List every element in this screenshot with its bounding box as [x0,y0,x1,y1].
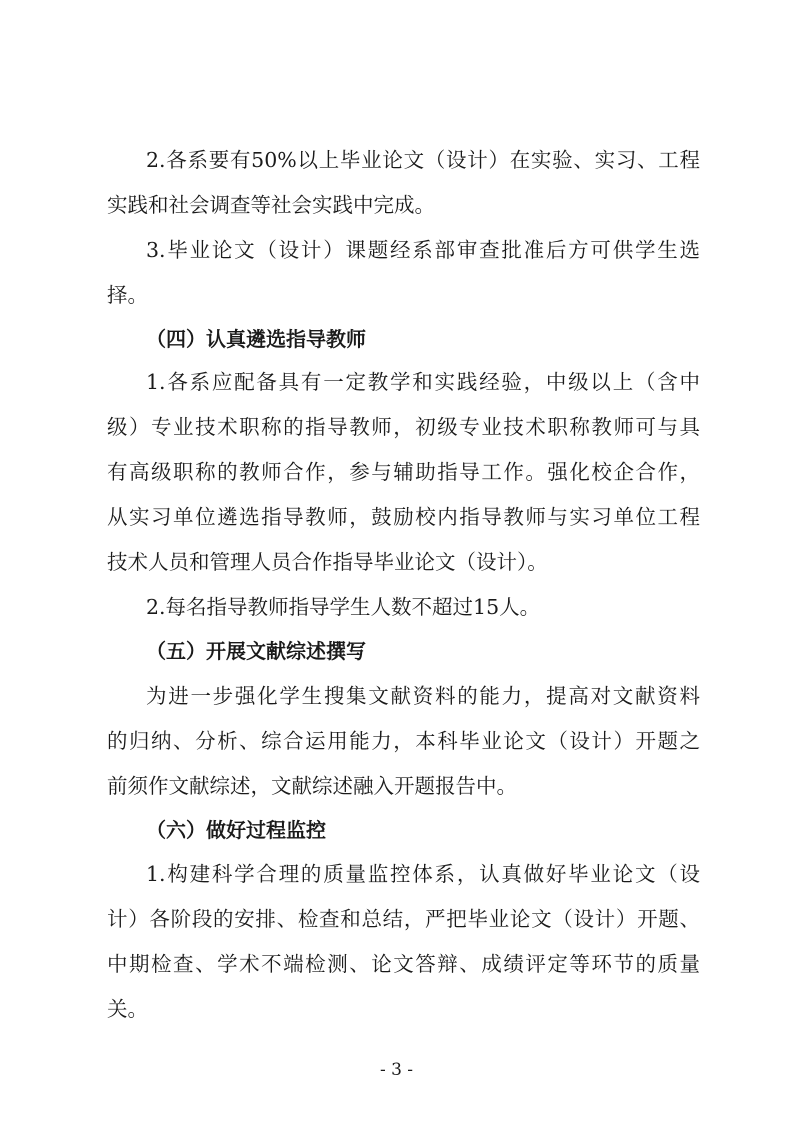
section-heading: （四）认真遴选指导教师 [146,327,366,351]
paragraph-line: 级）专业技术职称的指导教师，初级专业技术职称教师可与具 [107,415,700,439]
section-heading: （六）做好过程监控 [146,818,326,842]
paragraph-line: 中期检查、学术不端检测、论文答辩、成绩评定等环节的质量 [107,952,700,976]
paragraph-line: 计）各阶段的安排、检查和总结，严把毕业论文（设计）开题、 [107,907,700,931]
paragraph-line: 2.各系要有50%以上毕业论文（设计）在实验、实习、工程 [146,148,700,172]
paragraph-line: 1.各系应配备具有一定教学和实践经验，中级以上（含中 [146,370,700,394]
paragraph-line: 关。 [107,997,148,1021]
paragraph-line: 技术人员和管理人员合作指导毕业论文（设计）。 [107,550,548,574]
paragraph-line: 择。 [107,283,148,307]
paragraph-line: 1.构建科学合理的质量监控体系，认真做好毕业论文（设 [146,862,700,886]
paragraph-line: 前须作文献综述，文献综述融入开题报告中。 [107,774,517,798]
paragraph-line: 的归纳、分析、综合运用能力，本科毕业论文（设计）开题之 [107,729,700,753]
paragraph-line: 2.每名指导教师指导学生人数不超过15人。 [146,595,541,619]
section-heading: （五）开展文献综述撰写 [146,639,366,663]
paragraph-line: 实践和社会调查等社会实践中完成。 [107,193,435,217]
paragraph-line: 有高级职称的教师合作，参与辅助指导工作。强化校企合作， [107,460,700,484]
paragraph-line: 从实习单位遴选指导教师，鼓励校内指导教师与实习单位工程 [107,505,700,529]
paragraph-line: 为进一步强化学生搜集文献资料的能力，提高对文献资料 [146,684,700,708]
page-number: - 3 - [379,1060,414,1080]
paragraph-line: 3.毕业论文（设计）课题经系部审查批准后方可供学生选 [146,238,700,262]
